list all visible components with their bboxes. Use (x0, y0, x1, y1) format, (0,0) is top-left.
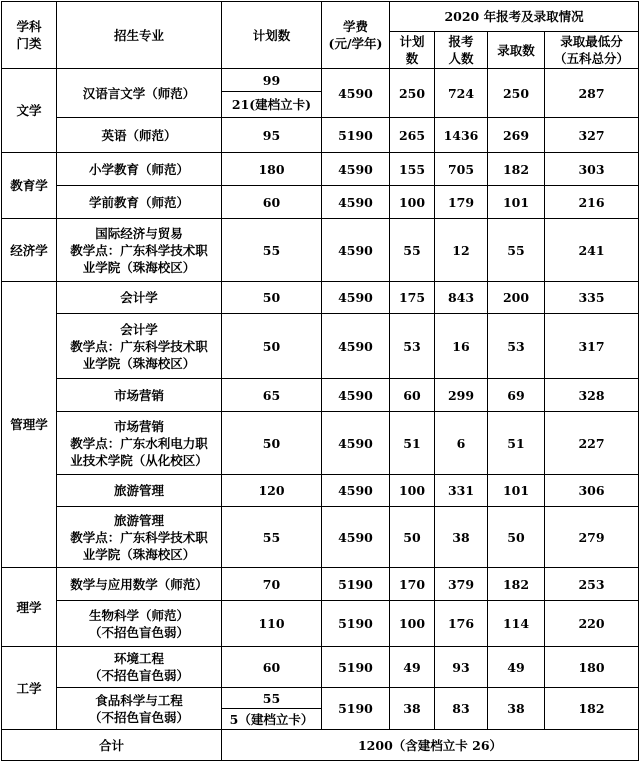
tuition-cell: 4590 (322, 475, 390, 507)
total-value: 1200（含建档立卡 26） (222, 730, 639, 761)
plan2020-cell: 60 (390, 379, 435, 412)
tuition-cell: 4590 (322, 314, 390, 379)
table-row (2, 647, 639, 688)
plan2020-cell: 50 (390, 507, 435, 568)
admitted-cell: 269 (488, 118, 545, 153)
admitted-cell: 200 (488, 282, 545, 314)
table-row (2, 186, 639, 219)
min-score-cell: 220 (545, 601, 639, 647)
table-row (2, 379, 639, 412)
admitted-cell: 101 (488, 475, 545, 507)
min-score-cell: 303 (545, 153, 639, 186)
major-cell: 生物科学（师范） （不招色盲色弱） (57, 601, 222, 647)
category-cell: 工学 (2, 647, 57, 730)
admitted-cell: 55 (488, 219, 545, 282)
plan-extra-cell: 21(建档立卡) (222, 92, 322, 118)
min-score-cell: 306 (545, 475, 639, 507)
admission-plan-table (1, 1, 639, 761)
admitted-cell: 49 (488, 647, 545, 688)
plan2020-cell: 175 (390, 282, 435, 314)
applicants-cell: 379 (435, 568, 488, 601)
plan-cell: 55 (222, 507, 322, 568)
admitted-cell: 69 (488, 379, 545, 412)
major-cell: 学前教育（师范） (57, 186, 222, 219)
min-score-cell: 328 (545, 379, 639, 412)
min-score-cell: 279 (545, 507, 639, 568)
applicants-cell: 331 (435, 475, 488, 507)
applicants-cell: 724 (435, 69, 488, 118)
tuition-cell: 5190 (322, 601, 390, 647)
category-cell: 管理学 (2, 282, 57, 568)
major-cell: 食品科学与工程 （不招色盲色弱） (57, 688, 222, 730)
admitted-cell: 38 (488, 688, 545, 730)
plan2020-cell: 38 (390, 688, 435, 730)
admitted-cell: 114 (488, 601, 545, 647)
tuition-cell: 4590 (322, 507, 390, 568)
plan-cell: 50 (222, 282, 322, 314)
tuition-cell: 5190 (322, 118, 390, 153)
header-row (2, 2, 639, 32)
plan-cell: 60 (222, 647, 322, 688)
plan2020-cell: 100 (390, 475, 435, 507)
applicants-cell: 38 (435, 507, 488, 568)
plan-extra-cell: 5（建档立卡） (222, 709, 322, 730)
tuition-cell: 4590 (322, 186, 390, 219)
admitted-cell: 50 (488, 507, 545, 568)
table-row (2, 282, 639, 314)
table-row (2, 568, 639, 601)
applicants-cell: 12 (435, 219, 488, 282)
plan2020-cell: 265 (390, 118, 435, 153)
admitted-cell: 182 (488, 153, 545, 186)
header-applicants: 报考 人数 (435, 32, 488, 69)
plan2020-cell: 155 (390, 153, 435, 186)
major-cell: 数学与应用数学（师范） (57, 568, 222, 601)
plan-cell: 50 (222, 412, 322, 475)
category-cell: 理学 (2, 568, 57, 647)
admitted-cell: 51 (488, 412, 545, 475)
tuition-cell: 4590 (322, 379, 390, 412)
table-row (2, 153, 639, 186)
plan2020-cell: 49 (390, 647, 435, 688)
category-cell: 经济学 (2, 219, 57, 282)
header-major: 招生专业 (57, 2, 222, 69)
category-cell: 教育学 (2, 153, 57, 219)
plan-cell: 95 (222, 118, 322, 153)
table-row (2, 601, 639, 647)
plan-cell: 110 (222, 601, 322, 647)
tuition-cell: 5190 (322, 647, 390, 688)
applicants-cell: 705 (435, 153, 488, 186)
admitted-cell: 101 (488, 186, 545, 219)
plan2020-cell: 100 (390, 186, 435, 219)
min-score-cell: 253 (545, 568, 639, 601)
plan-cell: 60 (222, 186, 322, 219)
min-score-cell: 182 (545, 688, 639, 730)
table-row (2, 412, 639, 475)
plan2020-cell: 100 (390, 601, 435, 647)
header-category: 学科 门类 (2, 2, 57, 69)
total-label: 合计 (2, 730, 222, 761)
min-score-cell: 227 (545, 412, 639, 475)
table-row (2, 475, 639, 507)
min-score-cell: 180 (545, 647, 639, 688)
table-row (2, 688, 639, 709)
major-cell: 旅游管理 教学点：广东科学技术职 业学院（珠海校区） (57, 507, 222, 568)
major-cell: 市场营销 (57, 379, 222, 412)
table-row (2, 314, 639, 379)
tuition-cell: 5190 (322, 568, 390, 601)
tuition-cell: 4590 (322, 69, 390, 118)
plan-cell: 50 (222, 314, 322, 379)
total-row (2, 730, 639, 761)
header-2020-group: 2020 年报考及录取情况 (390, 2, 639, 32)
major-cell: 英语（师范） (57, 118, 222, 153)
plan-cell: 180 (222, 153, 322, 186)
header-min-score: 录取最低分 （五科总分） (545, 32, 639, 69)
major-cell: 小学教育（师范） (57, 153, 222, 186)
tuition-cell: 4590 (322, 219, 390, 282)
plan2020-cell: 170 (390, 568, 435, 601)
plan-cell: 55 (222, 219, 322, 282)
applicants-cell: 1436 (435, 118, 488, 153)
min-score-cell: 317 (545, 314, 639, 379)
admitted-cell: 250 (488, 69, 545, 118)
applicants-cell: 299 (435, 379, 488, 412)
applicants-cell: 83 (435, 688, 488, 730)
applicants-cell: 6 (435, 412, 488, 475)
applicants-cell: 93 (435, 647, 488, 688)
plan-cell: 70 (222, 568, 322, 601)
plan2020-cell: 51 (390, 412, 435, 475)
header-admitted: 录取数 (488, 32, 545, 69)
table-row (2, 118, 639, 153)
table-row (2, 507, 639, 568)
major-cell: 汉语言文学（师范） (57, 69, 222, 118)
tuition-cell: 4590 (322, 282, 390, 314)
tuition-cell: 4590 (322, 153, 390, 186)
applicants-cell: 179 (435, 186, 488, 219)
min-score-cell: 335 (545, 282, 639, 314)
plan2020-cell: 53 (390, 314, 435, 379)
min-score-cell: 241 (545, 219, 639, 282)
header-plan-count: 计划 数 (390, 32, 435, 69)
applicants-cell: 16 (435, 314, 488, 379)
major-cell: 国际经济与贸易 教学点：广东科学技术职 业学院（珠海校区） (57, 219, 222, 282)
tuition-cell: 4590 (322, 412, 390, 475)
category-cell: 文学 (2, 69, 57, 153)
plan-cell: 55 (222, 688, 322, 709)
tuition-cell: 5190 (322, 688, 390, 730)
major-cell: 会计学 (57, 282, 222, 314)
plan2020-cell: 250 (390, 69, 435, 118)
applicants-cell: 176 (435, 601, 488, 647)
major-cell: 环境工程 （不招色盲色弱） (57, 647, 222, 688)
plan-cell: 65 (222, 379, 322, 412)
major-cell: 市场营销 教学点：广东水利电力职 业技术学院（从化校区） (57, 412, 222, 475)
major-cell: 旅游管理 (57, 475, 222, 507)
plan-cell: 99 (222, 69, 322, 92)
min-score-cell: 327 (545, 118, 639, 153)
table-row (2, 219, 639, 282)
plan-cell: 120 (222, 475, 322, 507)
admitted-cell: 182 (488, 568, 545, 601)
admitted-cell: 53 (488, 314, 545, 379)
major-cell: 会计学 教学点：广东科学技术职 业学院（珠海校区） (57, 314, 222, 379)
table-row (2, 69, 639, 92)
min-score-cell: 287 (545, 69, 639, 118)
min-score-cell: 216 (545, 186, 639, 219)
applicants-cell: 843 (435, 282, 488, 314)
plan2020-cell: 55 (390, 219, 435, 282)
header-tuition: 学费 (元/学年) (322, 2, 390, 69)
header-plan: 计划数 (222, 2, 322, 69)
